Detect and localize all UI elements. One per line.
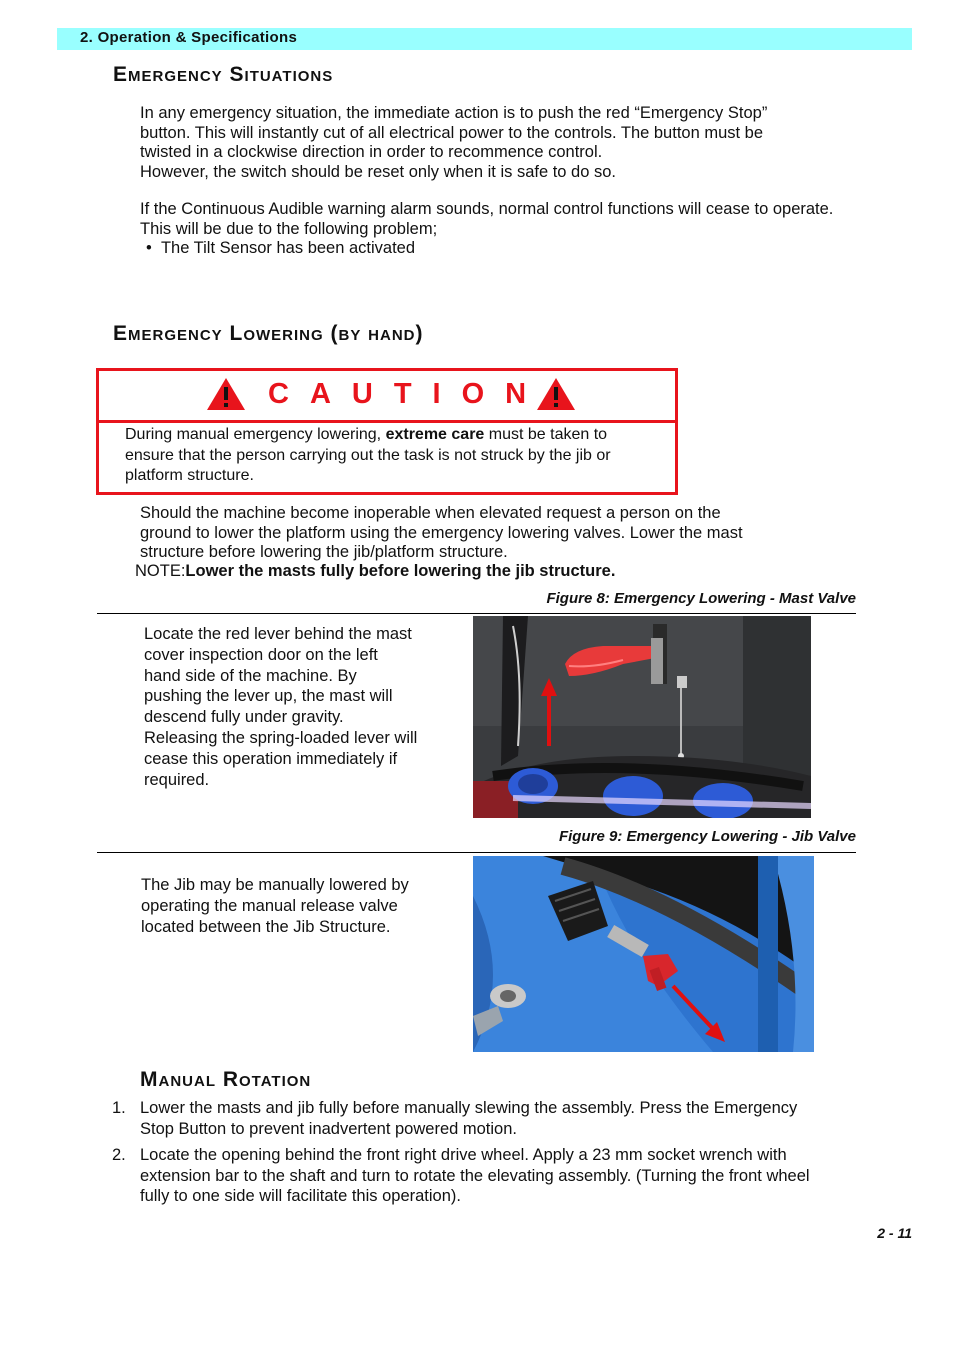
bullet-text: The Tilt Sensor has been activated: [160, 239, 416, 257]
caution-divider: [99, 420, 675, 423]
text-line: ground to lower the platform using the emergency lowering valves. Lower the mast: [140, 523, 743, 542]
page-number: 2 - 11: [877, 1225, 912, 1241]
note-text: Lower the masts fully before lowering the jib structure.: [185, 562, 616, 580]
figure9-caption: Figure 9: Emergency Lowering - Jib Valve: [558, 828, 856, 845]
bullet-item: [140, 239, 920, 259]
list-item: [112, 1145, 812, 1207]
figure9-rule: [97, 852, 856, 853]
text-line: structure before lowering the jib/platform structure.: [140, 543, 508, 561]
section-header: 2. Operation & Specifications: [80, 29, 298, 46]
caution-title: CAUTION: [268, 378, 548, 410]
figure8-caption: Figure 8: Emergency Lowering - Mast Valve: [546, 590, 856, 607]
heading-emergency-lowering: Emergency Lowering (by hand): [113, 322, 424, 345]
warning-triangle-icon: [536, 377, 576, 411]
text-line: If the Continuous Audible warning alarm sounds, normal control functions will cease to operate.: [140, 200, 834, 218]
step-text: Lower the masts and jib fully before manually slewing the assembly. Press the Emergency Stop Button to prevent inadvertent powered motion.: [140, 1099, 798, 1138]
heading-emergency-situations: Emergency Situations: [113, 63, 334, 86]
bullet-dot: •: [146, 239, 161, 257]
caution-text-part: During manual emergency lowering,: [125, 426, 386, 443]
text-line: button. This will instantly cut of all electrical power to the controls. The button must be: [140, 123, 764, 142]
caution-text-emphasis: extreme care: [385, 426, 485, 443]
text-line: twisted in a clockwise direction in order to recommence control.: [140, 143, 603, 161]
emergency-lowering-para: [140, 504, 840, 563]
manual-rotation-steps: [112, 1098, 812, 1213]
step-text: Locate the opening behind the front right drive wheel. Apply a 23 mm socket wrench with extension bar to the shaft and turn to rotate the elevating assembly. (Turning the front wheel fully to one side will facilitate this operation).: [140, 1146, 810, 1205]
figure8-rule: [97, 613, 856, 614]
list-item: [112, 1098, 812, 1139]
jib-valve-photo: [473, 856, 814, 1052]
warning-triangle-icon: [206, 377, 246, 411]
caution-text: [125, 425, 645, 487]
text-line: In any emergency situation, the immediate action is to push the red “Emergency Stop”: [140, 104, 768, 122]
emergency-situations-para2: [140, 200, 920, 259]
note: [135, 562, 855, 582]
mast-valve-photo: [473, 616, 811, 818]
text-line: Should the machine become inoperable when elevated request a person on the: [140, 504, 721, 522]
figure8-text: Locate the red lever behind the mast cover inspection door on the left hand side of the machine. By pushing the lever up, the mast will descend fully under gravity. Releasing the spring-loaded lever will cease this operation immediately if required.: [144, 625, 418, 789]
note-label: NOTE:: [135, 562, 186, 580]
caution-text-part: must be taken to ensure that the person carrying out the task is not struck by the jib or platform structure.: [125, 426, 611, 484]
step-number: 1.: [112, 1099, 126, 1117]
text-line: However, the switch should be reset only when it is safe to do so.: [140, 162, 617, 181]
figure9-text: The Jib may be manually lowered by operating the manual release valve located between the Jib Structure.: [141, 876, 409, 936]
step-number: 2.: [112, 1146, 126, 1164]
heading-manual-rotation: Manual Rotation: [140, 1068, 312, 1091]
text-line: This will be due to the following problem;: [140, 219, 438, 238]
emergency-situations-para1: [140, 104, 900, 182]
